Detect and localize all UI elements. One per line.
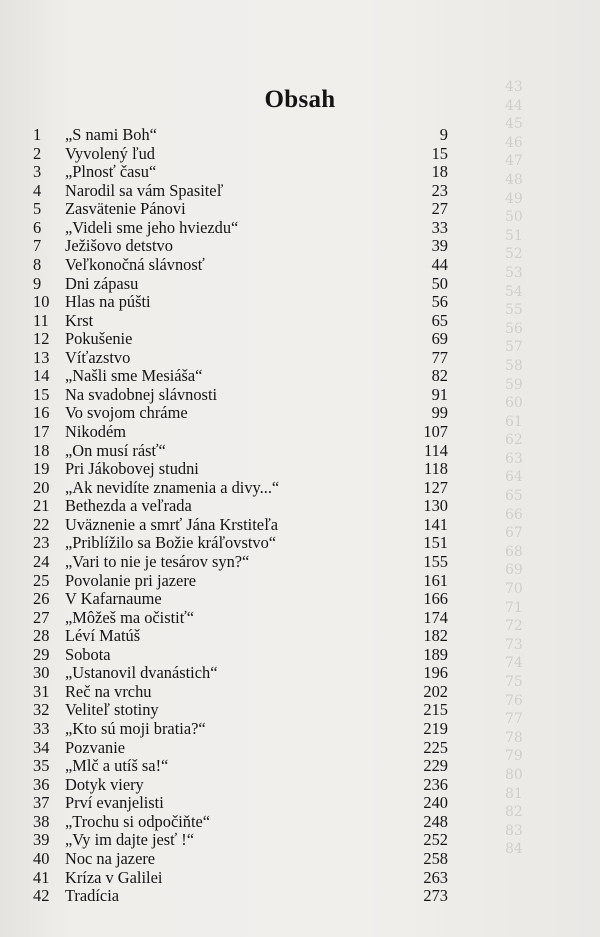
toc-entry-title: „Priblížilo sa Božie kráľovstvo“	[65, 534, 277, 553]
toc-entry-title: Narodil sa vám Spasiteľ	[65, 181, 224, 200]
toc-entry	[33, 553, 448, 572]
toc-entry-number: 23	[33, 533, 50, 553]
toc-entry	[33, 831, 448, 850]
toc-entry-page: 248	[423, 811, 448, 831]
toc-entry-page: 56	[431, 292, 448, 312]
toc-entry-page: 77	[431, 347, 448, 367]
page-title: Obsah	[264, 86, 336, 113]
toc-entry-number: 40	[33, 848, 50, 868]
toc-entry	[33, 442, 448, 461]
toc-entry-page: 65	[431, 310, 448, 330]
toc-entry	[33, 701, 448, 720]
toc-entry	[33, 813, 448, 832]
toc-entry	[33, 163, 448, 182]
toc-entry	[33, 349, 448, 368]
toc-entry-page: 225	[423, 737, 448, 757]
toc-entry-page: 263	[423, 867, 448, 887]
toc-entry	[33, 869, 448, 888]
toc-entry-number: 41	[33, 867, 50, 887]
toc-entry	[33, 367, 448, 386]
toc-entry	[33, 237, 448, 256]
toc-entry-page: 258	[423, 848, 448, 868]
toc-entry-page: 240	[423, 793, 448, 813]
toc-entry	[33, 145, 448, 164]
toc-entry	[33, 646, 448, 665]
toc-entry-title: Víťazstvo	[65, 348, 131, 367]
toc-entry-number: 28	[33, 626, 50, 646]
toc-entry	[33, 683, 448, 702]
toc-entry-number: 13	[33, 347, 50, 367]
toc-entry	[33, 460, 448, 479]
toc-entry-title: „Mlč a utíš sa!“	[65, 757, 169, 776]
toc-entry-page: 91	[431, 384, 448, 404]
toc-entry	[33, 275, 448, 294]
toc-entry-page: 229	[423, 756, 448, 776]
toc-entry-number: 34	[33, 737, 50, 757]
toc-entry	[33, 757, 448, 776]
toc-entry-number: 35	[33, 756, 50, 776]
toc-entry-page: 215	[423, 700, 448, 720]
toc-entry-number: 31	[33, 681, 50, 701]
toc-entry-number: 29	[33, 644, 50, 664]
toc-entry-title: Prví evanjelisti	[65, 794, 164, 813]
toc-entry-number: 8	[33, 254, 42, 274]
toc-entry-number: 38	[33, 811, 50, 831]
toc-entry	[33, 404, 448, 423]
toc-entry-title: Hlas na púšti	[65, 293, 151, 312]
toc-entry	[33, 572, 448, 591]
toc-entry-page: 166	[423, 589, 448, 609]
toc-entry-page: 182	[423, 626, 448, 646]
toc-entry-number: 19	[33, 459, 50, 479]
toc-entry-title: „Kto sú moji bratia?“	[65, 720, 206, 738]
toc-entry-title: „On musí rásť“	[65, 441, 166, 460]
toc-entry-title: Kríza v Galilei	[65, 868, 163, 887]
toc-entry-page: 252	[423, 830, 448, 850]
toc-entry-page: 99	[431, 403, 448, 423]
toc-entry	[33, 219, 448, 238]
toc-entry-title: „S nami Boh“	[65, 126, 157, 144]
toc-entry	[33, 497, 448, 516]
toc-entry-page: 202	[423, 681, 448, 701]
toc-entry-page: 39	[431, 236, 448, 256]
toc-entry-number: 39	[33, 830, 50, 850]
toc-entry-number: 26	[33, 589, 50, 609]
bleed-through-text: 43 44 45 46 47 48 49 50 51 52 53 54 55 56 57 58 59 60 61 62 63 64 65 66 67 68 69 70 71 72 73 74 75 76 77 78 79 80 81 82 83 84	[505, 79, 523, 858]
toc-entry-page: 141	[423, 514, 448, 534]
toc-entry-number: 33	[33, 719, 50, 738]
toc-entry-title: Pokušenie	[65, 330, 133, 349]
toc-entry-number: 16	[33, 403, 50, 423]
toc-entry-number: 22	[33, 514, 50, 534]
toc-entry	[33, 516, 448, 535]
toc-entry-title: „Môžeš ma očistiť“	[65, 608, 194, 627]
toc-entry-page: 107	[423, 422, 448, 441]
toc-entry-number: 4	[33, 180, 42, 200]
toc-entry-title: Bethezda a veľrada	[65, 497, 192, 516]
toc-entry-page: 174	[423, 607, 448, 627]
toc-entry-page: 44	[431, 254, 448, 274]
toc-entry	[33, 182, 448, 201]
toc-entry	[33, 776, 448, 795]
toc-entry	[33, 256, 448, 275]
toc-entry-title: Reč na vrchu	[65, 682, 152, 701]
toc-entry-number: 36	[33, 774, 50, 794]
toc-entry-title: „Našli sme Mesiáša“	[65, 367, 203, 386]
toc-entry-title: Dni zápasu	[65, 274, 139, 293]
toc-entry-page: 236	[423, 774, 448, 794]
toc-entry-title: Uväznenie a smrť Jána Krstiteľa	[65, 515, 278, 534]
toc-entry-page: 69	[431, 329, 448, 349]
toc-entry-number: 7	[33, 236, 42, 256]
toc-entry-title: Vo svojom chráme	[65, 404, 188, 423]
toc-entry-page: 219	[423, 719, 448, 738]
toc-entry-number: 6	[33, 217, 42, 237]
toc-entry-number: 2	[33, 143, 42, 163]
toc-entry-page: 50	[431, 273, 448, 293]
toc-entry-title: „Plnosť času“	[65, 163, 157, 182]
toc-entry-title: Povolanie pri jazere	[65, 571, 197, 590]
toc-entry-number: 15	[33, 384, 50, 404]
toc-entry	[33, 479, 448, 498]
toc-entry-title: Ježišovo detstvo	[65, 237, 173, 256]
toc-entry-page: 9	[439, 125, 448, 144]
toc-entry	[33, 794, 448, 813]
toc-entry-number: 1	[33, 125, 42, 144]
toc-entry	[33, 739, 448, 758]
toc-entry-page: 118	[424, 459, 448, 479]
table-of-contents	[33, 126, 448, 906]
toc-entry-title: „Videli sme jeho hviezdu“	[65, 218, 239, 237]
toc-entry-title: Pri Jákobovej studni	[65, 460, 199, 479]
toc-entry-page: 82	[431, 366, 448, 386]
toc-entry-title: V Kafarnaume	[65, 590, 162, 609]
toc-entry-title: „Ustanovil dvanástich“	[65, 664, 218, 683]
toc-entry-number: 42	[33, 886, 50, 906]
toc-entry-page: 18	[431, 162, 448, 182]
toc-entry-number: 9	[33, 273, 42, 293]
toc-entry-title: „Vy im dajte jesť !“	[65, 831, 194, 850]
toc-entry-page: 23	[431, 180, 448, 200]
toc-entry	[33, 386, 448, 405]
toc-entry-title: Noc na jazere	[65, 849, 156, 868]
toc-entry-number: 27	[33, 607, 50, 627]
toc-entry-page: 27	[431, 199, 448, 219]
toc-entry	[33, 200, 448, 219]
toc-entry-number: 14	[33, 366, 50, 386]
toc-entry-number: 5	[33, 199, 42, 219]
toc-entry-title: Sobota	[65, 645, 111, 664]
toc-entry	[33, 664, 448, 683]
toc-entry	[33, 627, 448, 646]
toc-entry	[33, 850, 448, 869]
toc-entry-number: 25	[33, 570, 50, 590]
toc-entry-number: 32	[33, 700, 50, 720]
toc-entry-page: 189	[423, 644, 448, 664]
toc-entry-title: Nikodém	[65, 423, 127, 441]
toc-entry-number: 20	[33, 477, 50, 497]
toc-entry-page: 33	[431, 217, 448, 237]
toc-entry-page: 161	[423, 570, 448, 590]
toc-entry	[33, 293, 448, 312]
toc-entry	[33, 609, 448, 628]
toc-entry-title: Krst	[65, 311, 94, 330]
toc-entry-title: Veliteľ stotiny	[65, 701, 159, 720]
toc-entry-number: 30	[33, 663, 50, 683]
toc-entry-title: Veľkonočná slávnosť	[65, 255, 205, 274]
toc-entry-title: Dotyk viery	[65, 775, 144, 794]
toc-entry-number: 37	[33, 793, 50, 813]
toc-entry-page: 196	[423, 663, 448, 683]
toc-entry-page: 151	[423, 533, 448, 553]
toc-entry-number: 24	[33, 551, 50, 571]
toc-entry-title: Zasvätenie Pánovi	[65, 200, 186, 219]
toc-entry-title: „Trochu si odpočiňte“	[65, 812, 211, 831]
toc-entry-title: Vyvolený ľud	[65, 144, 155, 163]
toc-entry-title: Na svadobnej slávnosti	[65, 385, 218, 404]
toc-entry	[33, 534, 448, 553]
toc-entry-page: 273	[423, 886, 448, 906]
toc-entry-page: 15	[431, 143, 448, 163]
toc-entry	[33, 423, 448, 442]
toc-entry-page: 114	[424, 440, 448, 460]
toc-entry-page: 127	[423, 477, 448, 497]
toc-entry	[33, 590, 448, 609]
toc-entry	[33, 330, 448, 349]
toc-entry-number: 10	[33, 292, 50, 312]
toc-entry-title: „Vari to nie je tesárov syn?“	[65, 552, 250, 571]
toc-entry-title: „Ak nevidíte znamenia a divy...“	[65, 478, 280, 497]
toc-entry	[33, 720, 448, 739]
toc-entry-number: 3	[33, 162, 42, 182]
toc-entry-number: 17	[33, 422, 50, 441]
toc-entry-page: 130	[423, 496, 448, 516]
toc-entry-page: 155	[423, 551, 448, 571]
toc-entry-number: 11	[33, 310, 49, 330]
toc-entry-title: Léví Matúš	[65, 627, 141, 646]
toc-entry	[33, 312, 448, 331]
toc-entry-number: 18	[33, 440, 50, 460]
toc-entry	[33, 126, 448, 145]
toc-entry-number: 21	[33, 496, 50, 516]
toc-entry-title: Pozvanie	[65, 738, 126, 757]
toc-entry-number: 12	[33, 329, 50, 349]
toc-entry	[33, 887, 448, 906]
toc-entry-title: Tradícia	[65, 887, 120, 906]
